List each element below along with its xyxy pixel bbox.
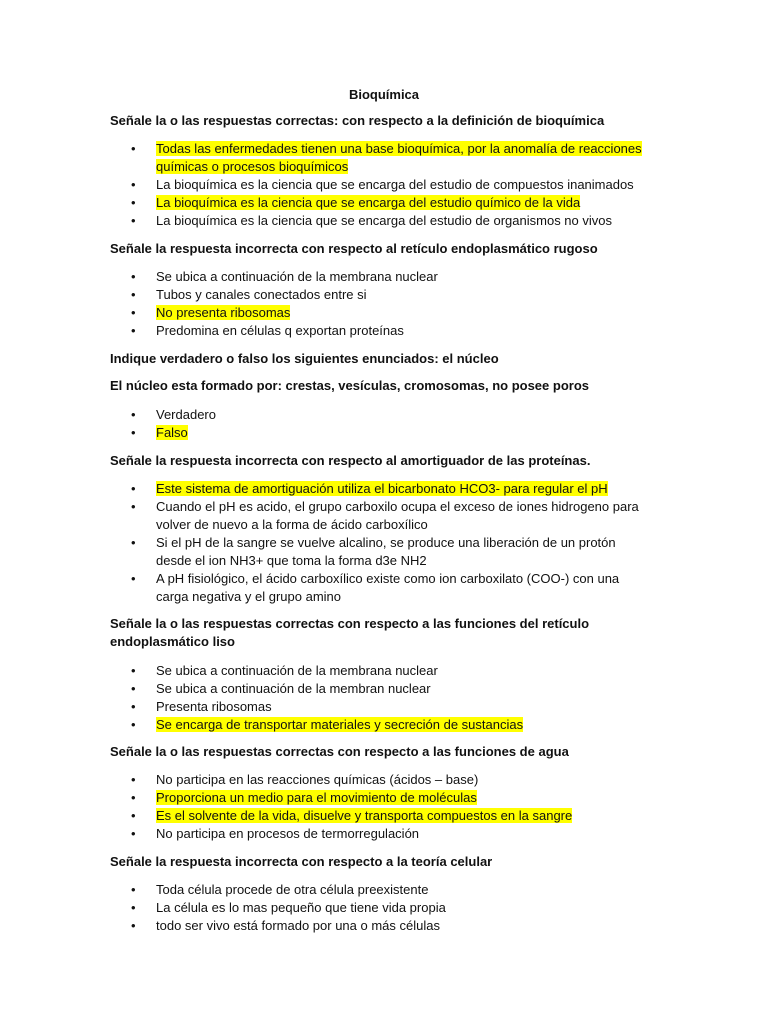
question-1: Señale la o las respuestas correctas: con respecto a la definición de bioquímica [110, 113, 605, 128]
option-text: No participa en las reacciones químicas (ácidos – base) [156, 772, 479, 787]
option-text: No participa en procesos de termorregulación [156, 826, 420, 841]
list-item [110, 286, 650, 304]
question-2: Señale la respuesta incorrecta con respecto al retículo endoplasmático rugoso [110, 241, 598, 256]
option-text: Si el pH de la sangre se vuelve alcalino, se produce una liberación de un protón desde el ion NH3+ que toma la forma d3e NH2 [156, 535, 616, 568]
bullet-icon: • [131, 535, 136, 550]
list-item [110, 698, 650, 716]
option-text: A pH fisiológico, el ácido carboxílico existe como ion carboxilato (COO-) con una carga negativa y el grupo amino [156, 571, 620, 604]
list-item [110, 268, 650, 286]
option-text-highlighted: Este sistema de amortiguación utiliza el bicarbonato HCO3- para regular el pH [156, 481, 608, 496]
bullet-icon: • [131, 699, 136, 714]
options-list-8 [110, 881, 650, 935]
option-text: Predomina en células q exportan proteínas [156, 323, 404, 338]
bullet-icon: • [131, 900, 136, 915]
list-item [110, 304, 650, 322]
bullet-icon: • [131, 195, 136, 210]
bullet-icon: • [131, 177, 136, 192]
list-item [110, 480, 650, 498]
option-text: Se ubica a continuación de la membran nuclear [156, 681, 431, 696]
options-list-7 [110, 771, 650, 843]
list-item [110, 424, 650, 442]
option-text-highlighted: Es el solvente de la vida, disuelve y transporta compuestos en la sangre [156, 808, 573, 823]
list-item [110, 406, 650, 424]
list-item [110, 212, 650, 230]
option-text: La célula es lo mas pequeño que tiene vida propia [156, 900, 446, 915]
question-4: El núcleo esta formado por: crestas, vesículas, cromosomas, no posee poros [110, 378, 589, 393]
bullet-icon: • [131, 571, 136, 586]
list-item [110, 194, 650, 212]
bullet-icon: • [131, 287, 136, 302]
option-text-highlighted: Proporciona un medio para el movimiento de moléculas [156, 790, 477, 805]
bullet-icon: • [131, 323, 136, 338]
option-text: Se ubica a continuación de la membrana nuclear [156, 663, 438, 678]
option-text: La bioquímica es la ciencia que se encarga del estudio de organismos no vivos [156, 213, 612, 228]
option-text-highlighted: Falso [156, 425, 188, 440]
question-5: Señale la respuesta incorrecta con respecto al amortiguador de las proteínas. [110, 453, 591, 468]
option-text-highlighted: Se encarga de transportar materiales y secreción de sustancias [156, 717, 524, 732]
option-text: Cuando el pH es acido, el grupo carboxilo ocupa el exceso de iones hidrogeno para volver de nuevo a la forma de ácido carboxílico [156, 499, 639, 532]
question-6: Señale la o las respuestas correctas con respecto a las funciones del retículo endoplasmático liso [110, 616, 590, 649]
bullet-icon: • [131, 717, 136, 732]
bullet-icon: • [131, 481, 136, 496]
list-item [110, 570, 650, 606]
bullet-icon: • [131, 425, 136, 440]
document-title: Bioquímica [348, 87, 420, 102]
option-text: Toda célula procede de otra célula preexistente [156, 882, 429, 897]
option-text: Presenta ribosomas [156, 699, 272, 714]
list-item [110, 807, 650, 825]
bullet-icon: • [131, 808, 136, 823]
option-text: La bioquímica es la ciencia que se encarga del estudio de compuestos inanimados [156, 177, 634, 192]
bullet-icon: • [131, 269, 136, 284]
bullet-icon: • [131, 141, 136, 156]
option-text-highlighted: No presenta ribosomas [156, 305, 291, 320]
bullet-icon: • [131, 790, 136, 805]
list-item [110, 917, 650, 935]
option-text-highlighted: La bioquímica es la ciencia que se encarga del estudio químico de la vida [156, 195, 581, 210]
bullet-icon: • [131, 663, 136, 678]
bullet-icon: • [131, 882, 136, 897]
list-item [110, 825, 650, 843]
options-list-1 [110, 140, 650, 230]
bullet-icon: • [131, 213, 136, 228]
list-item [110, 322, 650, 340]
list-item [110, 789, 650, 807]
options-list-5 [110, 480, 650, 606]
options-list-2 [110, 268, 650, 340]
list-item [110, 140, 650, 176]
list-item [110, 899, 650, 917]
bullet-icon: • [131, 305, 136, 320]
list-item [110, 716, 650, 734]
list-item [110, 662, 650, 680]
list-item [110, 498, 650, 534]
bullet-icon: • [131, 918, 136, 933]
option-text: Verdadero [156, 407, 216, 422]
option-text-highlighted: Todas las enfermedades tienen una base bioquímica, por la anomalía de reacciones químicas o procesos bioquímicos [156, 141, 642, 174]
question-7: Señale la o las respuestas correctas con respecto a las funciones de agua [110, 744, 569, 759]
question-8: Señale la respuesta incorrecta con respecto a la teoría celular [110, 854, 493, 869]
option-text: todo ser vivo está formado por una o más células [156, 918, 440, 933]
bullet-icon: • [131, 826, 136, 841]
options-list-4 [110, 406, 650, 442]
bullet-icon: • [131, 681, 136, 696]
list-item [110, 534, 650, 570]
question-3: Indique verdadero o falso los siguientes enunciados: el núcleo [110, 351, 499, 366]
bullet-icon: • [131, 772, 136, 787]
bullet-icon: • [131, 499, 136, 514]
bullet-icon: • [131, 407, 136, 422]
option-text: Tubos y canales conectados entre si [156, 287, 367, 302]
list-item [110, 771, 650, 789]
list-item [110, 176, 650, 194]
option-text: Se ubica a continuación de la membrana nuclear [156, 269, 438, 284]
list-item [110, 680, 650, 698]
list-item [110, 881, 650, 899]
options-list-6 [110, 662, 650, 734]
